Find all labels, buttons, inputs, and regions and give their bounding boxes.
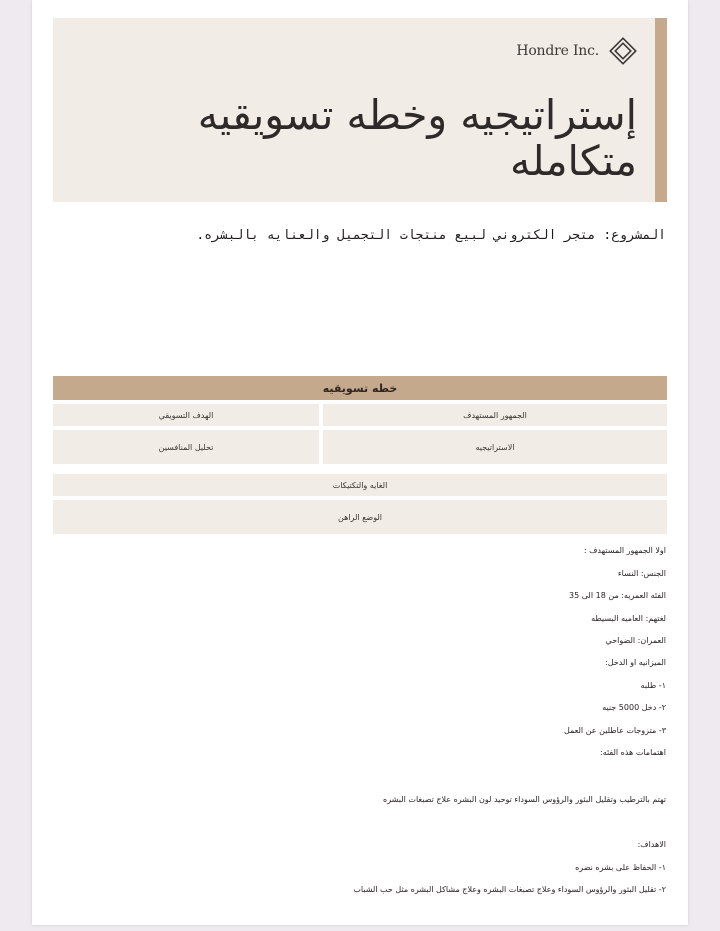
body-line: العمران: الضواحي — [605, 636, 666, 645]
project-statement: المشروع: متجر الكتروني لبيع منتجات التجميل والعنايه بالبشره. — [196, 228, 666, 243]
plan-cell-current-situation: الوضع الراهن — [53, 500, 667, 534]
brand-name: Hondre Inc. — [516, 43, 599, 59]
body-line: ١- الحفاظ على بشره نضره — [575, 863, 666, 872]
body-line: لغتهم: العاميه البسيطه — [591, 614, 666, 623]
brand — [516, 35, 639, 67]
interlocking-diamond-logo-icon — [607, 35, 639, 67]
plan-cell-strategy: الاستراتيجيه — [323, 430, 667, 464]
body-line: الفئه العمريه: من 18 الى 35 — [569, 591, 666, 600]
document-title: إستراتيجيه وخطه تسويقيه متكامله — [197, 91, 637, 185]
body-line: ٣- متزوجات عاطلين عن العمل — [563, 726, 666, 735]
document-page — [32, 0, 688, 925]
body-line: اولا الجمهور المستهدف : — [583, 546, 666, 555]
plan-cell-marketing-goal: الهدف التسويقي — [53, 404, 319, 426]
body-line: الميزانيه او الدخل: — [605, 658, 666, 667]
body-line: اهتمامات هذه الفئه: — [600, 748, 666, 757]
body-line: ١- طلبه — [640, 681, 666, 690]
accent-bar — [655, 18, 667, 202]
plan-cell-goals-tactics: الغايه والتكتيكات — [53, 474, 667, 496]
plan-cell-competitor-analysis: تحليل المنافسين — [53, 430, 319, 464]
body-line: الجنس: النساء — [617, 569, 666, 578]
body-line: ٢- تقليل البثور والرؤوس السوداء وعلاج تصبغات البشره وعلاج مشاكل البشره مثل حب الشباب — [353, 885, 666, 894]
plan-table-title: خطه تسويقيه — [53, 376, 667, 400]
body-line: الاهداف: — [637, 840, 666, 849]
plan-cell-target-audience: الجمهور المستهدف — [323, 404, 667, 426]
body-line: ٢- دخل 5000 جنيه — [602, 703, 666, 712]
title-panel — [53, 18, 667, 202]
body-line: تهتم بالترطيب وتقليل البثور والرؤوس السوداء توحيد لون البشره علاج تصبغات البشره — [383, 795, 666, 804]
